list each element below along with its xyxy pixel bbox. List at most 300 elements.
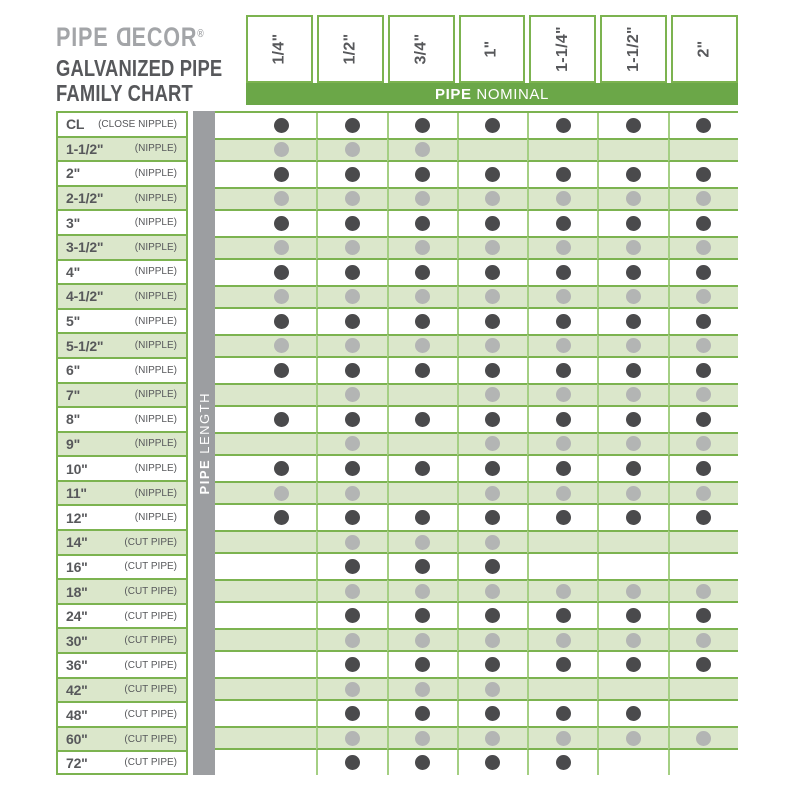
dark-availability-dot [556, 167, 571, 182]
dark-availability-dot [274, 216, 289, 231]
dark-availability-dot [485, 559, 500, 574]
row-type-label: (CUT PIPE) [124, 561, 177, 573]
dark-availability-dot [345, 216, 360, 231]
grid-cell [387, 211, 457, 236]
grid-cell [597, 603, 667, 628]
logo-word-ecor: ECOR [131, 22, 198, 52]
row-label [56, 480, 188, 505]
grid-cell [246, 309, 316, 334]
row-type-label: (NIPPLE) [134, 167, 177, 179]
light-availability-dot [415, 682, 430, 697]
light-availability-dot [556, 387, 571, 402]
dark-availability-dot [696, 363, 711, 378]
dark-availability-dot [415, 461, 430, 476]
dark-availability-dot [485, 118, 500, 133]
row-type-label: (NIPPLE) [134, 315, 177, 327]
grid-cell [316, 456, 386, 481]
dark-availability-dot [485, 265, 500, 280]
row-size-label: 5-1/2" [66, 337, 104, 354]
grid-cell [668, 162, 738, 187]
grid-cell [387, 677, 457, 702]
dark-availability-dot [485, 608, 500, 623]
grid-spacer-cell [215, 113, 246, 138]
grid-cell [316, 260, 386, 285]
column-header-label: 3/4" [412, 33, 430, 65]
grid-cell [457, 481, 527, 506]
grid-cell [527, 652, 597, 677]
light-availability-dot [345, 535, 360, 550]
row-type-label: (NIPPLE) [134, 143, 177, 155]
light-availability-dot [626, 633, 641, 648]
grid-cell [527, 701, 597, 726]
light-availability-dot [626, 584, 641, 599]
row-size-label: 24" [66, 608, 88, 625]
grid-cell [387, 579, 457, 604]
grid-cell [246, 481, 316, 506]
grid-spacer-cell [215, 432, 246, 457]
grid-cell [316, 285, 386, 310]
grid-cell [457, 456, 527, 481]
grid-spacer-cell [215, 285, 246, 310]
grid-cell [527, 726, 597, 751]
row-type-label: (NIPPLE) [134, 512, 177, 524]
grid-cell [316, 579, 386, 604]
light-availability-dot [345, 584, 360, 599]
row-type-label: (NIPPLE) [134, 241, 177, 253]
light-availability-dot [485, 289, 500, 304]
grid-cell [597, 652, 667, 677]
chart-title-line1: GALVANIZED PIPE [56, 55, 223, 81]
grid-cell [246, 162, 316, 187]
grid-cell [527, 677, 597, 702]
dark-availability-dot [415, 265, 430, 280]
row-type-label: (NIPPLE) [134, 389, 177, 401]
grid-cell [597, 236, 667, 261]
light-availability-dot [626, 486, 641, 501]
column-header [246, 15, 313, 83]
grid-cell [246, 138, 316, 163]
grid-cell [457, 726, 527, 751]
dark-availability-dot [556, 461, 571, 476]
grid-spacer-cell [215, 334, 246, 359]
dark-availability-dot [415, 657, 430, 672]
row-label [56, 431, 188, 456]
grid-cell [457, 187, 527, 212]
light-availability-dot [345, 240, 360, 255]
dark-availability-dot [696, 118, 711, 133]
grid-cell [246, 750, 316, 775]
grid-cell [457, 383, 527, 408]
grid-spacer-cell [215, 383, 246, 408]
grid-cell [387, 383, 457, 408]
row-size-label: 10" [66, 460, 88, 477]
grid-cell [527, 432, 597, 457]
grid-cell [597, 481, 667, 506]
dark-availability-dot [485, 216, 500, 231]
light-availability-dot [485, 387, 500, 402]
dark-availability-dot [696, 412, 711, 427]
column-headers [246, 15, 738, 83]
row-label [56, 554, 188, 579]
light-availability-dot [415, 633, 430, 648]
dark-availability-dot [274, 265, 289, 280]
grid-cell [457, 701, 527, 726]
grid-cell [387, 187, 457, 212]
row-type-label: (NIPPLE) [134, 266, 177, 278]
light-availability-dot [345, 731, 360, 746]
light-availability-dot [415, 191, 430, 206]
row-type-label: (CUT PIPE) [124, 757, 177, 769]
dark-availability-dot [345, 314, 360, 329]
grid-cell [527, 603, 597, 628]
row-size-label: 72" [66, 754, 88, 771]
row-label [56, 504, 188, 529]
dark-availability-dot [556, 216, 571, 231]
pipe-nominal-axis-bar [246, 83, 738, 105]
dark-availability-dot [696, 461, 711, 476]
grid-cell [597, 407, 667, 432]
row-type-label: (CLOSE NIPPLE) [98, 118, 177, 130]
row-type-label: (CUT PIPE) [124, 586, 177, 598]
dark-availability-dot [626, 412, 641, 427]
row-type-label: (NIPPLE) [134, 340, 177, 352]
light-availability-dot [274, 240, 289, 255]
row-size-label: 18" [66, 583, 88, 600]
row-size-label: 11" [66, 485, 87, 502]
dark-availability-dot [626, 510, 641, 525]
grid-cell [316, 701, 386, 726]
dark-availability-dot [626, 363, 641, 378]
dark-availability-dot [696, 167, 711, 182]
grid-cell [597, 726, 667, 751]
row-label [56, 627, 188, 652]
row-size-label: 14" [66, 534, 88, 551]
grid-cell [668, 579, 738, 604]
light-availability-dot [345, 289, 360, 304]
column-header-label: 1/4" [270, 33, 288, 65]
grid-cell [527, 750, 597, 775]
row-label [56, 529, 188, 554]
row-size-label: 42" [66, 681, 88, 698]
light-availability-dot [556, 436, 571, 451]
grid-cell [597, 579, 667, 604]
dark-availability-dot [556, 118, 571, 133]
grid-cell [316, 236, 386, 261]
dark-availability-dot [415, 755, 430, 770]
row-size-label: 16" [66, 558, 88, 575]
pipe-nominal-rest: NOMINAL [471, 85, 549, 103]
grid-cell [668, 309, 738, 334]
grid-spacer-cell [215, 579, 246, 604]
row-size-label: 2-1/2" [66, 190, 104, 207]
grid-spacer-cell [215, 677, 246, 702]
dark-availability-dot [415, 363, 430, 378]
light-availability-dot [696, 289, 711, 304]
grid-cell [668, 530, 738, 555]
light-availability-dot [415, 289, 430, 304]
logo-mirrored-d: D [115, 22, 132, 52]
grid-cell [597, 530, 667, 555]
grid-cell [316, 162, 386, 187]
row-size-label: 3-1/2" [66, 239, 104, 256]
row-label [56, 259, 188, 284]
light-availability-dot [415, 584, 430, 599]
grid-cell [246, 211, 316, 236]
row-label [56, 701, 188, 726]
grid-cell [316, 211, 386, 236]
dark-availability-dot [696, 657, 711, 672]
grid-cell [668, 138, 738, 163]
dark-availability-dot [556, 265, 571, 280]
row-type-label: (NIPPLE) [134, 463, 177, 475]
grid-spacer-cell [215, 481, 246, 506]
grid-cell [527, 211, 597, 236]
light-availability-dot [696, 436, 711, 451]
grid-cell [668, 750, 738, 775]
light-availability-dot [485, 682, 500, 697]
column-header [600, 15, 667, 83]
column-header [317, 15, 384, 83]
row-label [56, 455, 188, 480]
dark-availability-dot [696, 510, 711, 525]
chart-title-line2: FAMILY CHART [56, 79, 193, 106]
grid-cell [457, 260, 527, 285]
grid-cell [597, 358, 667, 383]
grid-cell [597, 309, 667, 334]
row-label [56, 234, 188, 259]
dark-availability-dot [626, 314, 641, 329]
grid-cell [246, 334, 316, 359]
dark-availability-dot [485, 167, 500, 182]
row-size-label: 30" [66, 632, 88, 649]
grid-cell [668, 113, 738, 138]
grid-spacer-cell [215, 407, 246, 432]
row-size-label: 5" [66, 313, 81, 330]
grid-cell [387, 652, 457, 677]
grid-cell [387, 285, 457, 310]
column-header-label: 1" [483, 40, 500, 58]
row-size-label: 4-1/2" [66, 288, 104, 305]
grid-cell [527, 334, 597, 359]
row-type-label: (CUT PIPE) [124, 536, 177, 548]
grid-cell [457, 113, 527, 138]
dark-availability-dot [415, 510, 430, 525]
dark-availability-dot [274, 510, 289, 525]
grid-cell [668, 628, 738, 653]
grid-spacer-cell [215, 236, 246, 261]
dark-availability-dot [485, 510, 500, 525]
registered-trademark-symbol: ® [197, 28, 204, 40]
row-type-label: (NIPPLE) [134, 192, 177, 204]
column-header [459, 15, 526, 83]
grid-cell [387, 726, 457, 751]
grid-cell [387, 309, 457, 334]
grid-cell [246, 677, 316, 702]
grid-cell [316, 652, 386, 677]
row-label [56, 652, 188, 677]
grid-cell [597, 677, 667, 702]
dark-availability-dot [696, 608, 711, 623]
grid-spacer-cell [215, 138, 246, 163]
row-size-label: 4" [66, 263, 81, 280]
grid-spacer-cell [215, 701, 246, 726]
grid-cell [387, 138, 457, 163]
grid-cell [597, 750, 667, 775]
dark-availability-dot [274, 412, 289, 427]
pipe-decor-logo [56, 22, 222, 53]
row-type-label: (NIPPLE) [134, 438, 177, 450]
grid-spacer-cell [215, 309, 246, 334]
grid-cell [387, 260, 457, 285]
row-type-label: (CUT PIPE) [124, 635, 177, 647]
row-label [56, 603, 188, 628]
row-label [56, 357, 188, 382]
dark-availability-dot [415, 706, 430, 721]
grid-cell [457, 162, 527, 187]
light-availability-dot [626, 191, 641, 206]
grid-spacer-cell [215, 530, 246, 555]
grid-cell [246, 554, 316, 579]
pipe-nominal-bold: PIPE [435, 85, 472, 103]
grid-cell [597, 162, 667, 187]
dark-availability-dot [556, 510, 571, 525]
light-availability-dot [696, 240, 711, 255]
row-label [56, 185, 188, 210]
grid-cell [527, 162, 597, 187]
dark-availability-dot [345, 461, 360, 476]
row-type-label: (CUT PIPE) [124, 610, 177, 622]
row-type-label: (NIPPLE) [134, 290, 177, 302]
grid-cell [316, 309, 386, 334]
chart-title [56, 56, 222, 105]
grid-cell [597, 138, 667, 163]
grid-spacer-cell [215, 628, 246, 653]
light-availability-dot [556, 486, 571, 501]
row-size-label: 1-1/2" [66, 140, 104, 157]
dark-availability-dot [556, 608, 571, 623]
light-availability-dot [626, 338, 641, 353]
light-availability-dot [485, 535, 500, 550]
light-availability-dot [626, 387, 641, 402]
grid-cell [246, 652, 316, 677]
dark-availability-dot [485, 412, 500, 427]
row-label [56, 308, 188, 333]
grid-spacer-cell [215, 162, 246, 187]
row-size-label: 2" [66, 165, 81, 182]
column-header-label: 1-1/2" [624, 26, 642, 72]
grid-cell [246, 505, 316, 530]
grid-spacer-cell [215, 603, 246, 628]
grid-cell [668, 603, 738, 628]
dark-availability-dot [345, 412, 360, 427]
light-availability-dot [556, 633, 571, 648]
dark-availability-dot [485, 363, 500, 378]
row-size-label: 48" [66, 706, 88, 723]
dark-availability-dot [696, 216, 711, 231]
row-labels-column [56, 111, 188, 775]
light-availability-dot [485, 436, 500, 451]
grid-cell [246, 358, 316, 383]
grid-cell [316, 726, 386, 751]
dark-availability-dot [345, 608, 360, 623]
grid-cell [316, 334, 386, 359]
grid-cell [246, 383, 316, 408]
dark-availability-dot [556, 363, 571, 378]
light-availability-dot [626, 240, 641, 255]
light-availability-dot [556, 289, 571, 304]
grid-cell [316, 358, 386, 383]
dark-availability-dot [274, 461, 289, 476]
light-availability-dot [274, 486, 289, 501]
row-label [56, 209, 188, 234]
grid-spacer-cell [215, 554, 246, 579]
row-label [56, 677, 188, 702]
row-label [56, 136, 188, 161]
grid-cell [316, 432, 386, 457]
grid-cell [668, 285, 738, 310]
row-label [56, 382, 188, 407]
grid-cell [457, 530, 527, 555]
light-availability-dot [345, 338, 360, 353]
light-availability-dot [696, 633, 711, 648]
light-availability-dot [485, 486, 500, 501]
column-header-label: 1-1/4" [553, 26, 571, 72]
grid-cell [527, 505, 597, 530]
row-type-label: (NIPPLE) [134, 487, 177, 499]
light-availability-dot [626, 289, 641, 304]
row-label [56, 160, 188, 185]
grid-spacer-cell [215, 211, 246, 236]
grid-cell [457, 505, 527, 530]
light-availability-dot [415, 240, 430, 255]
grid-cell [316, 750, 386, 775]
dark-availability-dot [274, 363, 289, 378]
light-availability-dot [556, 584, 571, 599]
grid-cell [316, 481, 386, 506]
light-availability-dot [345, 436, 360, 451]
dark-availability-dot [626, 118, 641, 133]
light-availability-dot [345, 191, 360, 206]
row-size-label: 3" [66, 214, 81, 231]
grid-cell [527, 187, 597, 212]
row-label [56, 332, 188, 357]
grid-cell [668, 383, 738, 408]
grid-spacer-cell [215, 652, 246, 677]
grid-cell [387, 481, 457, 506]
availability-dot-grid [215, 111, 738, 775]
dark-availability-dot [345, 657, 360, 672]
grid-cell [387, 407, 457, 432]
grid-cell [457, 603, 527, 628]
grid-cell [597, 554, 667, 579]
light-availability-dot [485, 240, 500, 255]
dark-availability-dot [626, 216, 641, 231]
grid-cell [668, 652, 738, 677]
grid-cell [457, 579, 527, 604]
grid-cell [316, 505, 386, 530]
grid-spacer-cell [215, 187, 246, 212]
grid-cell [597, 260, 667, 285]
row-size-label: 9" [66, 435, 81, 452]
grid-cell [457, 309, 527, 334]
column-header [529, 15, 596, 83]
dark-availability-dot [485, 461, 500, 476]
light-availability-dot [626, 436, 641, 451]
column-header [388, 15, 455, 83]
light-availability-dot [345, 682, 360, 697]
pipe-length-rest: LENGTH [196, 391, 212, 459]
grid-cell [597, 456, 667, 481]
